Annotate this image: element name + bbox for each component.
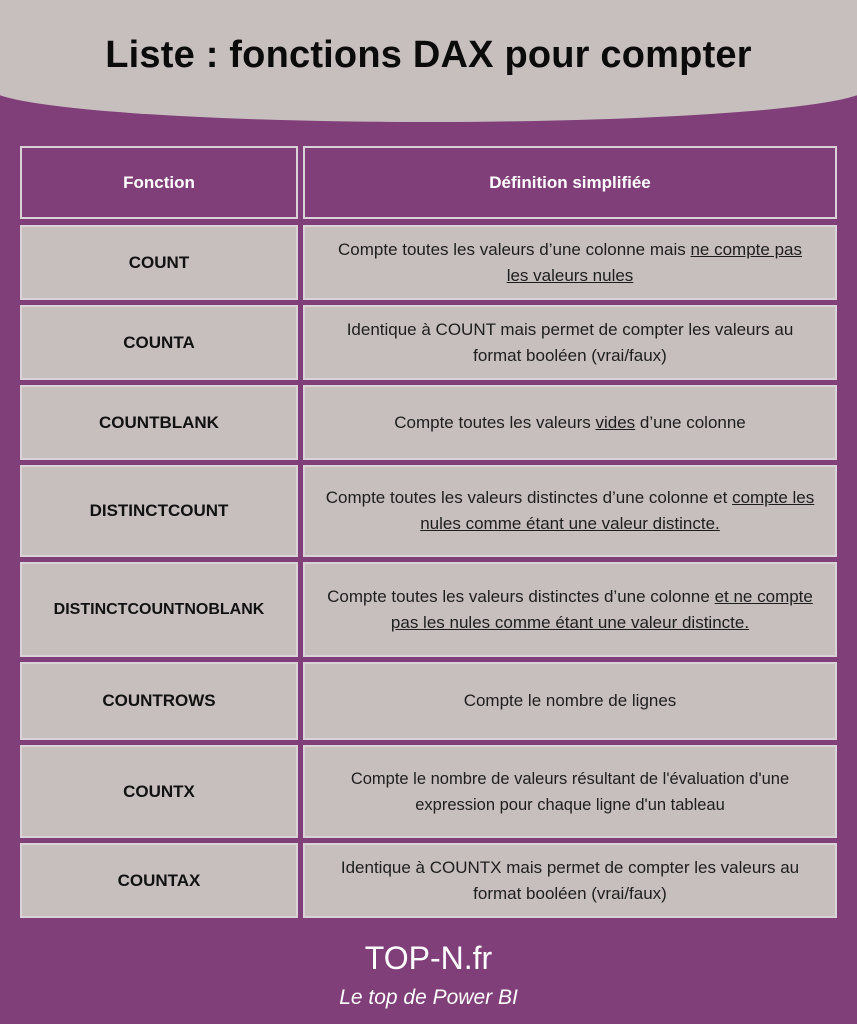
definition-emphasis: compte les nules comme étant une valeur distincte. (420, 488, 815, 533)
function-cell: DISTINCTCOUNT (20, 465, 298, 557)
function-cell: COUNTX (20, 745, 298, 838)
definition-emphasis: vides (595, 412, 636, 432)
footer-tagline: Le top de Power BI (339, 986, 518, 1009)
function-cell: DISTINCTCOUNTNOBLANK (20, 562, 298, 657)
column-header-definition: Définition simplifiée (303, 146, 837, 219)
definition-text: Compte toutes les valeurs distinctes d’une colonne (327, 586, 715, 606)
definition-cell (303, 662, 837, 740)
definition-cell (303, 465, 837, 557)
column-header-fonction: Fonction (20, 146, 298, 219)
definition-text: Compte toutes les valeurs d’une colonne mais (338, 239, 691, 259)
function-cell: COUNTAX (20, 843, 298, 918)
definition-text: Compte le nombre de lignes (463, 691, 677, 710)
footer-site-name: TOP-N.fr (364, 940, 493, 976)
definition-emphasis: et ne compte pas les nules comme étant une valeur distincte. (390, 586, 813, 632)
definition-text: Compte toutes les valeurs distinctes d’une colonne et (325, 488, 733, 507)
definition-cell (303, 385, 837, 460)
definition-cell (303, 305, 837, 380)
definition-cell (303, 562, 837, 657)
definition-cell (303, 225, 837, 300)
function-cell: COUNTA (20, 305, 298, 380)
definition-text: d’une colonne (635, 412, 746, 432)
definition-text: Compte le nombre de valeurs résultant de l'évaluation d'une expression pour chaque ligne d'un tableau (350, 769, 790, 814)
definition-cell (303, 843, 837, 918)
definition-emphasis: ne compte pas les valeurs nules (506, 239, 802, 285)
definition-text: Identique à COUNT mais permet de compter les valeurs au format booléen (vrai/faux) (346, 319, 794, 365)
definition-cell (303, 745, 837, 838)
definition-text: Identique à COUNTX mais permet de compter les valeurs au format booléen (vrai/faux) (340, 857, 800, 903)
function-cell: COUNT (20, 225, 298, 300)
definition-text: Compte toutes les valeurs (394, 412, 596, 432)
function-cell: COUNTROWS (20, 662, 298, 740)
page-title: Liste : fonctions DAX pour compter (105, 34, 752, 76)
function-cell: COUNTBLANK (20, 385, 298, 460)
